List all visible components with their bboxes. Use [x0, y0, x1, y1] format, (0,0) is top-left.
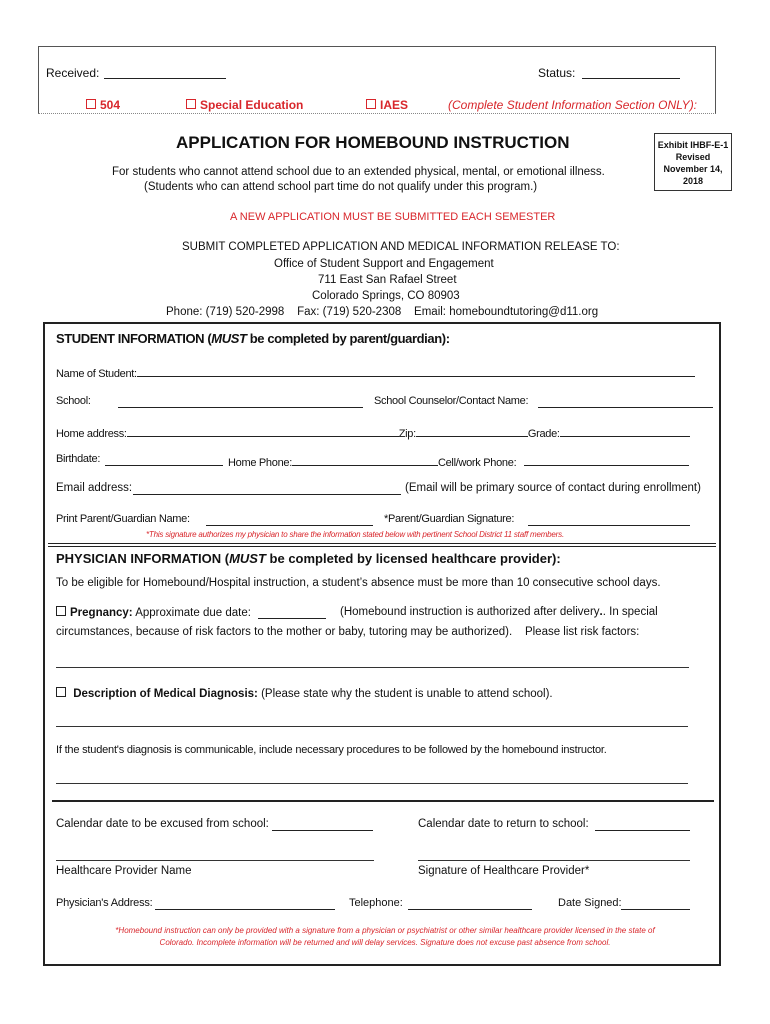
- signature-authorization-note: *This signature authorizes my physician to share the information stated below with pertinent School District 11 staff members.: [146, 530, 564, 539]
- physician-divider: [52, 800, 714, 802]
- submit-line-1: SUBMIT COMPLETED APPLICATION AND MEDICAL INFORMATION RELEASE TO:: [182, 241, 620, 253]
- submit-line-4: Colorado Springs, CO 80903: [312, 290, 460, 302]
- received-field[interactable]: [104, 66, 226, 79]
- diagnosis-label: Description of Medical Diagnosis:: [73, 688, 258, 700]
- diagnosis-line[interactable]: [56, 726, 688, 727]
- student-name-row: [56, 364, 695, 380]
- provider-name-line[interactable]: [56, 860, 374, 861]
- received-label: Received:: [46, 66, 100, 80]
- cell-phone-field[interactable]: [524, 453, 689, 466]
- provider-signature-label: Signature of Healthcare Provider*: [418, 865, 590, 877]
- label-iaes: IAES: [380, 98, 409, 112]
- option-special-education[interactable]: [186, 98, 303, 112]
- home-phone-label: Home Phone:: [228, 457, 292, 469]
- counselor-label: School Counselor/Contact Name:: [374, 395, 529, 407]
- physician-section-heading: [56, 551, 561, 566]
- birthdate-field[interactable]: [105, 453, 223, 466]
- phone-row: [228, 453, 516, 469]
- pregnancy-note-b: . In special: [602, 606, 658, 618]
- communicable-line[interactable]: [56, 783, 688, 784]
- pregnancy-note-a: (Homebound instruction is authorized after delivery: [340, 606, 600, 618]
- date-signed-field[interactable]: [621, 897, 690, 910]
- communicable-text: If the student's diagnosis is communicable, include necessary procedures to be followed by the homebound instructor.: [56, 744, 607, 756]
- physician-heading-a: PHYSICIAN INFORMATION (: [56, 551, 230, 566]
- option-iaes[interactable]: [366, 98, 408, 112]
- student-section-heading: [56, 331, 450, 346]
- guardian-signature-label: *Parent/Guardian Signature:: [384, 513, 515, 525]
- exhibit-number: Exhibit IHBF-E-1: [657, 140, 729, 150]
- checkbox-504[interactable]: [86, 99, 96, 109]
- submit-line-3: 711 East San Rafael Street: [318, 274, 457, 286]
- return-date-field[interactable]: [595, 818, 690, 831]
- status-label: Status:: [538, 66, 576, 80]
- counselor-field[interactable]: [538, 395, 713, 408]
- provider-name-label: Healthcare Provider Name: [56, 865, 192, 877]
- student-heading-b: be completed by parent/guardian):: [246, 331, 450, 346]
- school-field[interactable]: [118, 395, 363, 408]
- eligibility-text: To be eligible for Homebound/Hospital instruction, a student’s absence must be more than 10 consecutive school days.: [56, 577, 661, 589]
- date-signed-label: Date Signed:: [558, 897, 622, 909]
- telephone-field[interactable]: [408, 897, 532, 910]
- page-title: APPLICATION FOR HOMEBOUND INSTRUCTION: [176, 133, 570, 152]
- excused-date-field[interactable]: [272, 818, 373, 831]
- school-label: School:: [56, 395, 91, 407]
- subtitle-2: (Students who can attend school part time do not qualify under this program.): [144, 181, 538, 193]
- guardian-name-field[interactable]: [206, 513, 373, 526]
- student-heading-a: STUDENT INFORMATION (: [56, 331, 212, 346]
- exhibit-date: November 14,: [663, 164, 723, 174]
- guardian-signature-field[interactable]: [528, 513, 690, 526]
- checkbox-special-education[interactable]: [186, 99, 196, 109]
- submit-line-2: Office of Student Support and Engagement: [274, 258, 494, 270]
- student-heading-must: MUST: [211, 331, 247, 346]
- exhibit-revised: Revised: [675, 152, 711, 162]
- provider-signature-line[interactable]: [418, 860, 690, 861]
- diagnosis-row: [56, 687, 553, 700]
- student-name-label: Name of Student:: [56, 368, 137, 380]
- pregnancy-label: Pregnancy:: [70, 607, 133, 619]
- label-special-education: Special Education: [200, 98, 304, 112]
- exhibit-year: 2018: [682, 176, 704, 186]
- physician-heading-b: be completed by licensed healthcare provider):: [265, 551, 561, 566]
- zip-field[interactable]: [416, 424, 528, 437]
- pregnancy-row: [56, 606, 251, 619]
- due-date-field[interactable]: [258, 606, 326, 619]
- home-phone-field[interactable]: [292, 453, 438, 466]
- email-label: Email address:: [56, 482, 133, 494]
- cell-phone-label: Cell/work Phone:: [437, 457, 517, 469]
- status-field[interactable]: [582, 66, 680, 79]
- pregnancy-note: (Homebound instruction is authorized after delivery.. In special: [340, 606, 658, 618]
- physician-address-label: Physician's Address:: [56, 897, 153, 909]
- home-address-label: Home address:: [56, 428, 127, 440]
- semester-notice: A NEW APPLICATION MUST BE SUBMITTED EACH SEMESTER: [230, 211, 556, 223]
- diagnosis-instruction: (Please state why the student is unable to attend school).: [261, 688, 553, 700]
- email-field[interactable]: [133, 482, 401, 495]
- footnote-line-2: Colorado. Incomplete information will be returned and will delay services. Signature does not excuse past absence from school.: [159, 938, 611, 947]
- label-504: 504: [100, 98, 121, 112]
- exhibit-box: [654, 133, 732, 191]
- section-divider-1: [48, 543, 716, 544]
- excused-date-label: Calendar date to be excused from school:: [56, 818, 269, 830]
- diagnosis-checkbox[interactable]: [56, 687, 66, 697]
- pregnancy-checkbox[interactable]: [56, 606, 66, 616]
- option-504[interactable]: [86, 98, 120, 112]
- grade-field[interactable]: [560, 424, 690, 437]
- subtitle-1: For students who cannot attend school due to an extended physical, mental, or emotional illness.: [112, 166, 605, 178]
- return-date-label: Calendar date to return to school:: [418, 818, 589, 830]
- birthdate-label: Birthdate:: [56, 453, 101, 465]
- zip-label: Zip:: [398, 428, 416, 440]
- pregnancy-due-label: Approximate due date:: [135, 607, 251, 619]
- submit-contact: Phone: (719) 520-2998 Fax: (719) 520-2308 Email: homeboundtutoring@d11.org: [166, 306, 599, 318]
- physician-address-field[interactable]: [155, 897, 335, 910]
- guardian-name-label: Print Parent/Guardian Name:: [56, 513, 190, 525]
- risk-factors-text: circumstances, because of risk factors to the mother or baby, tutoring may be authorized). Please list risk factors:: [56, 626, 640, 638]
- physician-heading-must: MUST: [229, 551, 266, 566]
- student-name-field[interactable]: [137, 364, 695, 377]
- home-address-field[interactable]: [127, 424, 399, 437]
- grade-label: Grade:: [527, 428, 560, 440]
- telephone-label: Telephone:: [349, 897, 403, 909]
- email-note: (Email will be primary source of contact during enrollment): [405, 482, 701, 494]
- office-note: (Complete Student Information Section ONLY):: [448, 98, 698, 112]
- section-divider-2: [48, 546, 716, 547]
- risk-factors-line[interactable]: [56, 667, 689, 668]
- footnote-line-1: *Homebound instruction can only be provided with a signature from a physician or psychiatrist or other similar healthcare provider licensed in the state of: [115, 926, 655, 935]
- checkbox-iaes[interactable]: [366, 99, 376, 109]
- address-row: [56, 424, 690, 440]
